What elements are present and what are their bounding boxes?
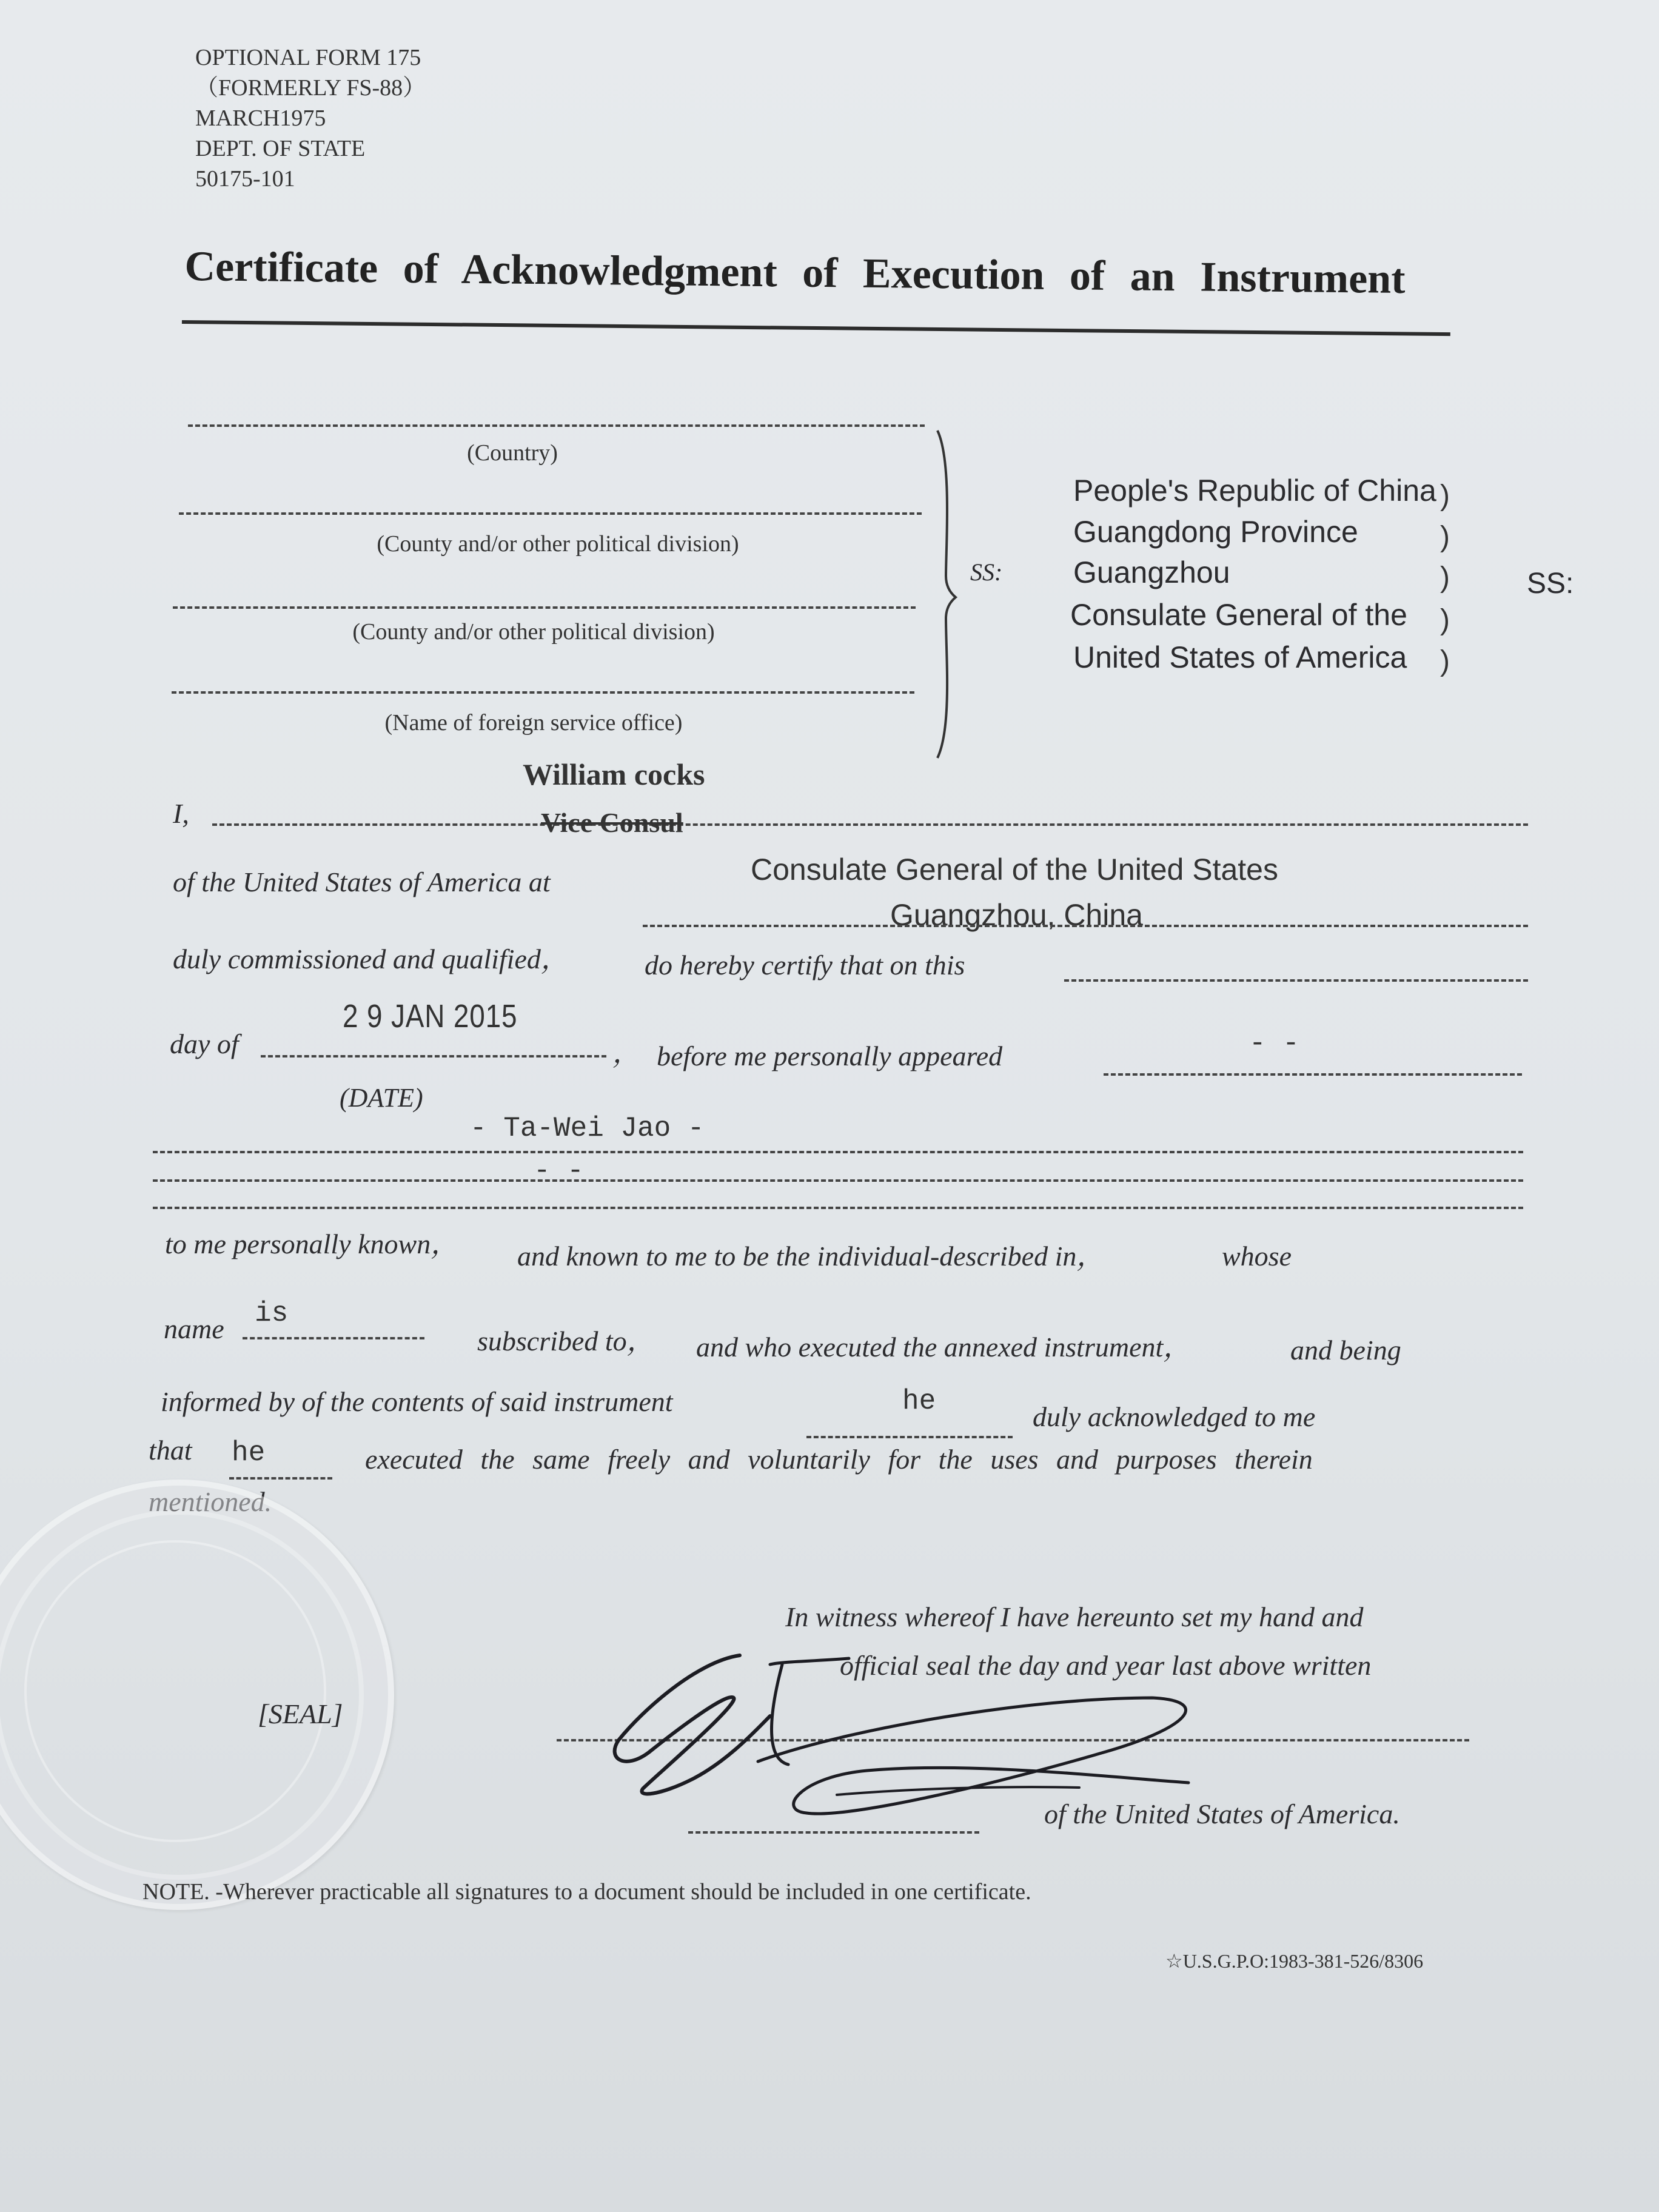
is-line	[243, 1337, 424, 1339]
executed-annexed-text: and who executed the annexed instrument，	[696, 1332, 1191, 1362]
post-name-line-2: Guangzhou, China	[890, 898, 1143, 932]
venue-stamp-city: Guangzhou	[1073, 555, 1230, 589]
acknowledged-text: duly acknowledged to me	[1033, 1401, 1316, 1432]
post-line	[643, 925, 1528, 927]
ss-label-right: SS:	[1527, 568, 1574, 600]
witness-line-2: official seal the day and year last above written	[840, 1650, 1372, 1681]
appeared-mark: - -	[1249, 1028, 1299, 1059]
form-former-number: （FORMERLY FS-88）	[195, 75, 426, 101]
officer-name: William cocks	[523, 757, 705, 791]
country-line	[188, 424, 925, 427]
he-line-2	[229, 1477, 332, 1480]
office-caption: (Name of foreign service office)	[384, 710, 683, 736]
form-date: MARCH1975	[195, 106, 326, 131]
name-label: name	[164, 1313, 224, 1344]
officer-signature	[606, 1637, 1213, 1843]
known-individual-text: and known to me to be the individual-described in，	[517, 1241, 1105, 1272]
duly-commissioned-text: duly commissioned and qualified，	[173, 943, 569, 974]
note-text: NOTE. -Wherever practicable all signatures to a document should be included in one certificate.	[142, 1879, 1031, 1905]
is-value: is	[255, 1298, 289, 1329]
form-number: OPTIONAL FORM 175	[195, 45, 421, 70]
ss-label-left: SS:	[970, 558, 1003, 586]
of-usa-text: of the United States of America.	[1044, 1798, 1400, 1829]
mentioned-text: mentioned.	[149, 1486, 272, 1517]
appeared-line	[1104, 1073, 1522, 1076]
whose-text: whose	[1222, 1241, 1292, 1272]
date-line	[261, 1055, 606, 1057]
venue-stamp-consulate: Consulate General of the	[1070, 598, 1407, 632]
county-line-1	[179, 512, 922, 515]
appearer-line-1	[153, 1151, 1523, 1153]
and-being-text: and being	[1290, 1335, 1401, 1366]
of-usa-at-label: of the United States of America at	[173, 866, 551, 897]
venue-paren: )	[1440, 521, 1450, 553]
date-caption: (DATE)	[340, 1083, 423, 1113]
county-caption-2: (County and/or other political division)	[352, 619, 715, 645]
officer-line	[212, 823, 1528, 826]
venue-paren: )	[1440, 480, 1450, 512]
he-value-1: he	[902, 1386, 936, 1417]
officer-title: Vice Consul	[541, 807, 683, 838]
county-line-2	[173, 606, 916, 609]
venue-stamp-country: People's Republic of China	[1073, 474, 1436, 508]
appearer-name: - Ta-Wei Jao -	[470, 1113, 705, 1144]
country-caption: (Country)	[467, 440, 558, 466]
post-name-line-1: Consulate General of the United States	[751, 853, 1278, 886]
before-me-text: before me personally appeared	[657, 1041, 1003, 1071]
he-value-2: he	[232, 1437, 266, 1469]
date-comma: ，	[612, 1037, 640, 1068]
date-stamp: 2 9 JAN 2015	[343, 998, 518, 1034]
title-underline	[182, 320, 1450, 336]
document-title: Certificate of Acknowledgment of Execution of an Instrument	[184, 243, 1406, 303]
certify-text: do hereby certify that on this	[645, 950, 965, 980]
venue-paren: )	[1440, 604, 1450, 636]
venue-stamp-province: Guangdong Province	[1073, 515, 1358, 549]
form-stock-number: 50175-101	[195, 166, 295, 192]
day-of-label: day of	[170, 1028, 239, 1059]
i-label: I,	[173, 798, 189, 829]
county-caption-1: (County and/or other political division)	[377, 531, 739, 557]
informed-text: informed by of the contents of said instrument	[161, 1386, 673, 1417]
office-line	[172, 691, 914, 694]
witness-line-1: In witness whereof I have hereunto set my hand and	[785, 1601, 1364, 1632]
form-identification	[195, 42, 426, 194]
venue-brace	[934, 424, 958, 764]
subscribed-text: subscribed to，	[477, 1326, 655, 1356]
appearer-line-2	[153, 1179, 1523, 1182]
appearer-mark: - -	[534, 1155, 584, 1187]
embossed-consular-seal	[0, 1480, 394, 1910]
gpo-code: ☆U.S.G.P.O:1983-381-526/8306	[1165, 1950, 1424, 1972]
venue-stamp-usa: United States of America	[1073, 640, 1407, 674]
form-department: DEPT. OF STATE	[195, 136, 366, 161]
venue-paren: )	[1440, 645, 1450, 677]
day-number-line	[1064, 979, 1528, 982]
venue-paren: )	[1440, 561, 1450, 594]
executed-same-text: executed the same freely and voluntarily for the uses and purposes therein	[365, 1444, 1313, 1475]
he-line-1	[806, 1436, 1013, 1438]
seal-label: [SEAL]	[258, 1698, 343, 1729]
appearer-line-3	[153, 1207, 1523, 1209]
personally-known-text: to me personally known，	[165, 1228, 459, 1259]
that-label: that	[149, 1435, 192, 1466]
